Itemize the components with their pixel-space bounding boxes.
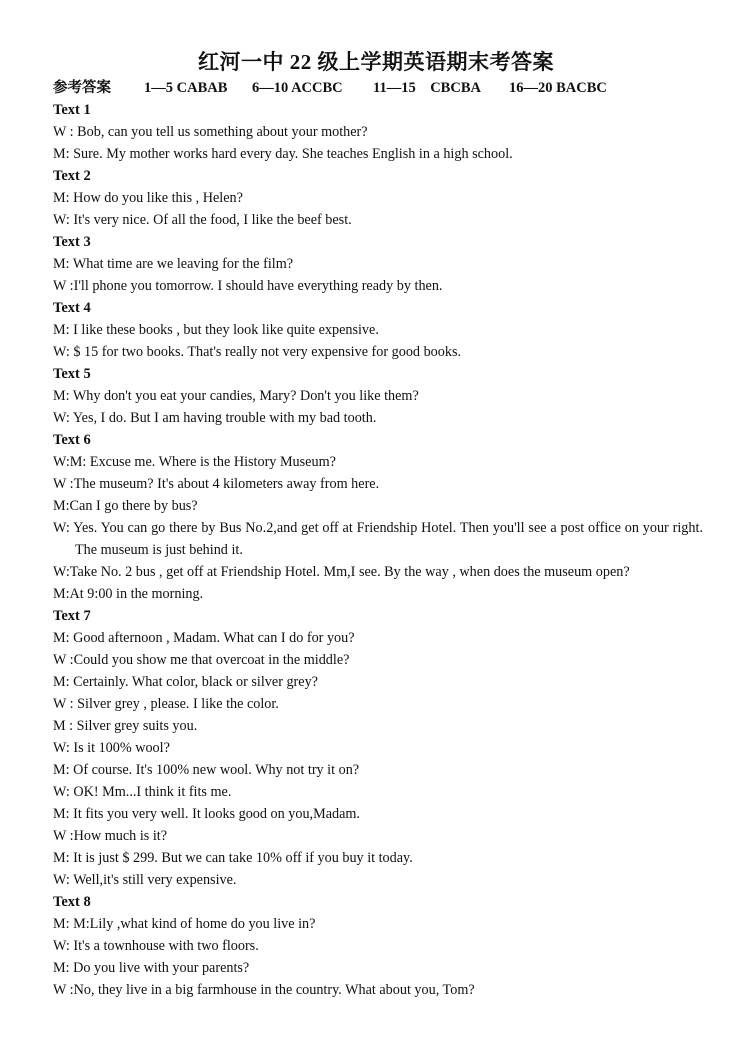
dialogue-line: W :No, they live in a big farmhouse in the country. What about you, Tom? <box>53 982 475 998</box>
dialogue-line: M: Sure. My mother works hard every day. She teaches English in a high school. <box>53 146 513 162</box>
dialogue-line: W: OK! Mm...I think it fits me. <box>53 784 232 800</box>
dialogue-line: W: It's a townhouse with two floors. <box>53 938 259 954</box>
dialogue-line: M: Good afternoon , Madam. What can I do for you? <box>53 630 355 646</box>
answer-group: 1—5 CABAB <box>144 80 228 96</box>
section-heading: Text 3 <box>53 234 91 250</box>
answer-group: 6—10 ACCBC <box>252 80 343 96</box>
section-heading: Text 8 <box>53 894 91 910</box>
section-heading: Text 4 <box>53 300 91 316</box>
section-heading: Text 5 <box>53 366 91 382</box>
dialogue-line: W : Bob, can you tell us something about your mother? <box>53 124 368 140</box>
dialogue-line: M: Of course. It's 100% new wool. Why not try it on? <box>53 762 360 778</box>
dialogue-line: M:Can I go there by bus? <box>53 498 198 514</box>
dialogue-line: W: Well,it's still very expensive. <box>53 872 237 888</box>
dialogue-line: W :Could you show me that overcoat in the middle? <box>53 652 350 668</box>
dialogue-line: M: How do you like this , Helen? <box>53 190 243 206</box>
dialogue-line: W : Silver grey , please. I like the color. <box>53 696 279 712</box>
section-heading: Text 2 <box>53 168 91 184</box>
dialogue-line: M: Certainly. What color, black or silver grey? <box>53 674 318 690</box>
section-heading: Text 1 <box>53 102 91 118</box>
answer-group: 16—20 BACBC <box>509 80 607 96</box>
dialogue-line: W: Yes. You can go there by Bus No.2,and get off at Friendship Hotel. Then you'll see a post office on your right. The museum is just behind it. <box>53 520 703 558</box>
dialogue-line: M : Silver grey suits you. <box>53 718 198 734</box>
dialogue-line: W: Is it 100% wool? <box>53 740 170 756</box>
dialogue-line: M: Why don't you eat your candies, Mary? Don't you like them? <box>53 388 419 404</box>
dialogue-line: M: It is just $ 299. But we can take 10% off if you buy it today. <box>53 850 413 866</box>
dialogue-line: W:Take No. 2 bus , get off at Friendship Hotel. Mm,I see. By the way , when does the museum open? <box>53 564 630 580</box>
dialogue-line: M: Do you live with your parents? <box>53 960 250 976</box>
dialogue-line: M: What time are we leaving for the film? <box>53 256 294 272</box>
dialogue-line: W :The museum? It's about 4 kilometers away from here. <box>53 476 380 492</box>
dialogue-line: M: I like these books , but they look like quite expensive. <box>53 322 379 338</box>
section-heading: Text 6 <box>53 432 91 448</box>
dialogue-line: W :How much is it? <box>53 828 168 844</box>
dialogue-line: M:At 9:00 in the morning. <box>53 586 204 602</box>
dialogue-line: W: $ 15 for two books. That's really not very expensive for good books. <box>53 344 462 360</box>
page-title: 红河一中 22 级上学期英语期末考答案 <box>198 50 554 74</box>
section-heading: Text 7 <box>53 608 91 624</box>
answer-key-row <box>53 77 733 99</box>
listening-transcript <box>53 99 703 1001</box>
dialogue-line: W: It's very nice. Of all the food, I like the beef best. <box>53 212 352 228</box>
dialogue-line: W:M: Excuse me. Where is the History Museum? <box>53 454 336 470</box>
answer-group: 11—15 CBCBA <box>373 80 481 96</box>
dialogue-line: M: M:Lily ,what kind of home do you live in? <box>53 916 316 932</box>
dialogue-line: W: Yes, I do. But I am having trouble with my bad tooth. <box>53 410 377 426</box>
answer-key-label: 参考答案 <box>53 80 111 96</box>
dialogue-line: M: It fits you very well. It looks good on you,Madam. <box>53 806 360 822</box>
dialogue-line: W :I'll phone you tomorrow. I should have everything ready by then. <box>53 278 443 294</box>
